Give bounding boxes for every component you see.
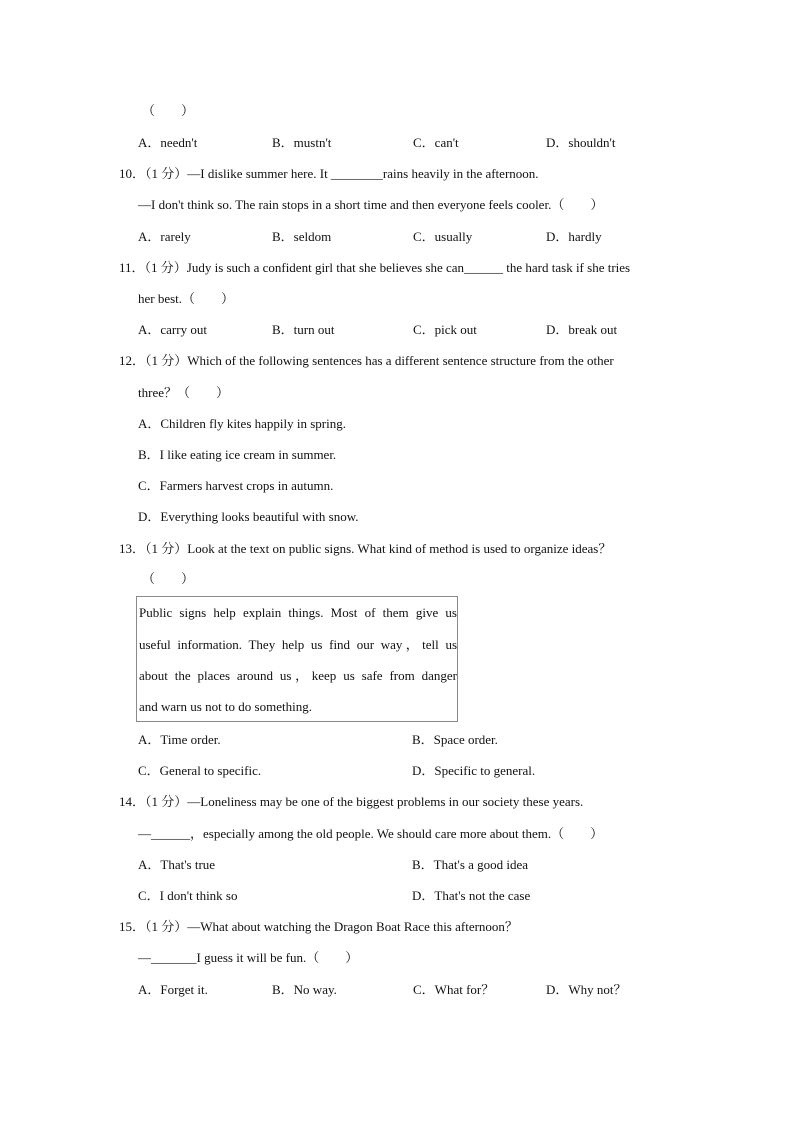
q13-option-b[interactable]: B．Space order. (412, 732, 498, 747)
q12-option-a[interactable]: A．Children fly kites happily in spring. (138, 416, 346, 431)
q15-option-d[interactable]: D．Why not？ (546, 982, 627, 997)
q15-option-b[interactable]: B．No way. (272, 982, 337, 997)
q15-option-a[interactable]: A．Forget it. (138, 982, 208, 997)
q9-option-d[interactable]: D．shouldn't (546, 135, 616, 150)
q12-stem-line2: three？（ ） (138, 385, 229, 400)
q10-option-c[interactable]: C．usually (413, 229, 473, 244)
q13-option-a[interactable]: A．Time order. (138, 732, 221, 747)
q12-option-d[interactable]: D．Everything looks beautiful with snow. (138, 509, 359, 524)
q12-option-c[interactable]: C．Farmers harvest crops in autumn. (138, 478, 334, 493)
q13-box-line2: useful information. They help us find our way，tell us (139, 637, 457, 652)
q12-stem-line1: 12．（1 分）Which of the following sentences has a different sentence structure from the other (119, 353, 614, 368)
q11-option-c[interactable]: C．pick out (413, 322, 477, 337)
q15-option-c[interactable]: C．What for？ (413, 982, 495, 997)
q10-option-b[interactable]: B．seldom (272, 229, 332, 244)
q11-stem-line2: her best.（ ） (138, 291, 235, 306)
q15-stem-line1: 15．（1 分）—What about watching the Dragon Boat Race this afternoon？ (119, 919, 518, 934)
q13-stem-line1: 13．（1 分）Look at the text on public signs. What kind of method is used to organize ideas？ (119, 541, 612, 556)
q11-option-a[interactable]: A．carry out (138, 322, 207, 337)
q13-answer-paren: （ ） (142, 571, 195, 586)
q10-option-a[interactable]: A．rarely (138, 229, 191, 244)
q9-option-c[interactable]: C．can't (413, 135, 459, 150)
q14-option-c[interactable]: C．I don't think so (138, 888, 238, 903)
q10-option-d[interactable]: D．hardly (546, 229, 602, 244)
q14-stem-line1: 14．（1 分）—Loneliness may be one of the biggest problems in our society these years. (119, 794, 584, 809)
q11-option-d[interactable]: D．break out (546, 322, 618, 337)
q13-text-box (136, 596, 458, 722)
q14-option-d[interactable]: D．That's not the case (412, 888, 531, 903)
q14-stem-line2: —______，especially among the old people. We should care more about them.（ ） (138, 826, 604, 841)
q13-box-line4: and warn us not to do something. (139, 699, 312, 714)
q10-stem-line2: —I don't think so. The rain stops in a short time and then everyone feels cooler.（ ） (138, 197, 604, 212)
q15-stem-line2: —_______I guess it will be fun.（ ） (138, 950, 359, 965)
q13-box-line3: about the places around us，keep us safe from danger (139, 668, 457, 683)
q11-stem-line1: 11．（1 分）Judy is such a confident girl that she believes she can______ the hard task if she tries (119, 260, 631, 275)
q10-stem-line1: 10．（1 分）—I dislike summer here. It ________rains heavily in the afternoon. (119, 166, 539, 181)
q14-option-b[interactable]: B．That's a good idea (412, 857, 529, 872)
q11-option-b[interactable]: B．turn out (272, 322, 335, 337)
q14-option-a[interactable]: A．That's true (138, 857, 216, 872)
q12-option-b[interactable]: B．I like eating ice cream in summer. (138, 447, 337, 462)
q13-option-d[interactable]: D．Specific to general. (412, 763, 536, 778)
q9-option-a[interactable]: A．needn't (138, 135, 198, 150)
q13-box-line1: Public signs help explain things. Most of them give us (139, 605, 457, 620)
q9-answer-paren: （ ） (142, 103, 195, 118)
q13-option-c[interactable]: C．General to specific. (138, 763, 262, 778)
q9-option-b[interactable]: B．mustn't (272, 135, 332, 150)
